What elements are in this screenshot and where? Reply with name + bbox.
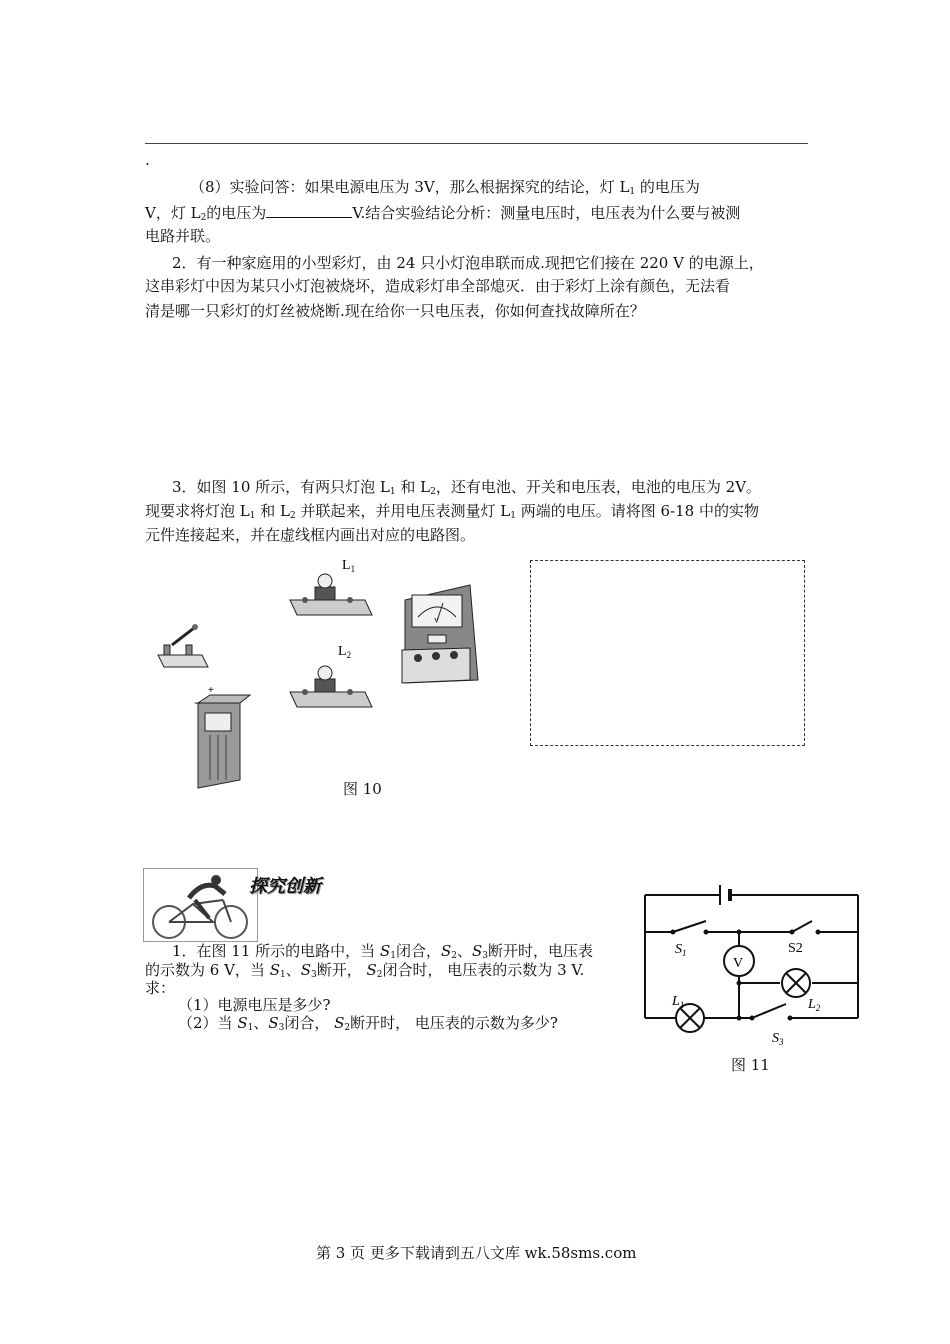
knife-switch	[158, 624, 208, 667]
q8-line2: V，灯 $L_2$的电压为 V.结合实验结论分析：测量电压时，电压表为什么要与被测	[145, 204, 741, 223]
q8-line3: 电路并联。	[145, 227, 221, 245]
svg-text:−: −	[194, 696, 202, 710]
circuit-drawing-box[interactable]	[530, 560, 805, 746]
label-l1: $L_1$	[672, 994, 685, 1010]
q2-line2: 这串彩灯中因为某只小灯泡被烧坏，造成彩灯串全部熄灭．由于彩灯上涂有颜色，无法看	[145, 277, 731, 295]
label-l2: $L_2$	[808, 997, 821, 1013]
p1-sub1: （1）电源电压是多少?	[178, 996, 331, 1014]
label-s3: $S_3$	[772, 1031, 784, 1047]
cyclist-image	[143, 868, 258, 942]
svg-text:V: V	[733, 956, 744, 971]
lamp-l2-label: $L_2$	[338, 644, 352, 660]
q2-line3: 清是哪一只彩灯的灯丝被烧断.现在给你一只电压表，你如何查找故障所在？	[145, 302, 645, 320]
svg-text:+: +	[208, 685, 214, 696]
section-title: 探究创新	[249, 876, 321, 897]
label-s2: S2	[788, 941, 803, 956]
switch-s2-blade	[792, 921, 812, 932]
label-s1: $S_1$	[675, 942, 687, 958]
p1-line3: 求：	[145, 979, 176, 997]
q3-line3: 元件连接起来，并在虚线框内画出对应的电路图。	[145, 526, 476, 544]
header-rule	[145, 143, 808, 144]
q2-line1: 2．有一种家庭用的小型彩灯，由 24 只小灯泡串联而成.现把它们接在 220 V 的电源上，	[172, 254, 764, 272]
voltmeter-symbol	[724, 946, 754, 976]
q3-line1: 3．如图 10 所示，有两只灯泡 $L_1$ 和 $L_2$，还有电池、开关和电压表，电池的电压为 2V。	[172, 478, 762, 497]
lamp-l1	[290, 558, 372, 615]
switch-s1-blade	[673, 921, 706, 932]
p1-line2: 的示数为 6 V，当 $S_1$、$S_3$断开， $S_2$闭合时， 电压表的示数为 3 V.	[145, 961, 585, 980]
answer-blank[interactable]	[266, 205, 352, 218]
figure-11-caption: 图 11	[731, 1056, 770, 1074]
svg-text:V: V	[434, 617, 440, 625]
figure-11-circuit	[640, 880, 865, 1047]
q3-line2: 现要求将灯泡 $L_1$ 和 $L_2$ 并联起来，并用电压表测量灯 $L_1$ 两端的电压。请将图 6-18 中的实物	[145, 502, 759, 521]
p1-sub2: （2）当 $S_1$、$S_3$闭合， $S_2$断开时， 电压表的示数为多少?	[178, 1014, 558, 1033]
lamp-l1-label: $L_1$	[342, 558, 356, 574]
voltmeter-device	[402, 585, 478, 683]
p1-line1: 1．在图 11 所示的电路中，当 $S_1$闭合，$S_2$、$S_3$断开时，电压表	[172, 942, 594, 961]
lamp-l2	[290, 644, 372, 707]
q8-line1: （8）实验问答：如果电源电压为 3V，那么根据探究的结论，灯 $L_1$ 的电压为	[190, 178, 700, 197]
figure-10-components	[150, 555, 490, 795]
figure-10-caption: 图 10	[343, 780, 382, 798]
switch-s3-blade	[752, 1004, 786, 1018]
stray-dot: .	[145, 151, 150, 169]
lamp-l2-symbol	[782, 969, 810, 997]
battery	[194, 685, 250, 788]
page-footer: 第 3 页 更多下载请到五八文库 wk.58sms.com	[316, 1244, 637, 1262]
